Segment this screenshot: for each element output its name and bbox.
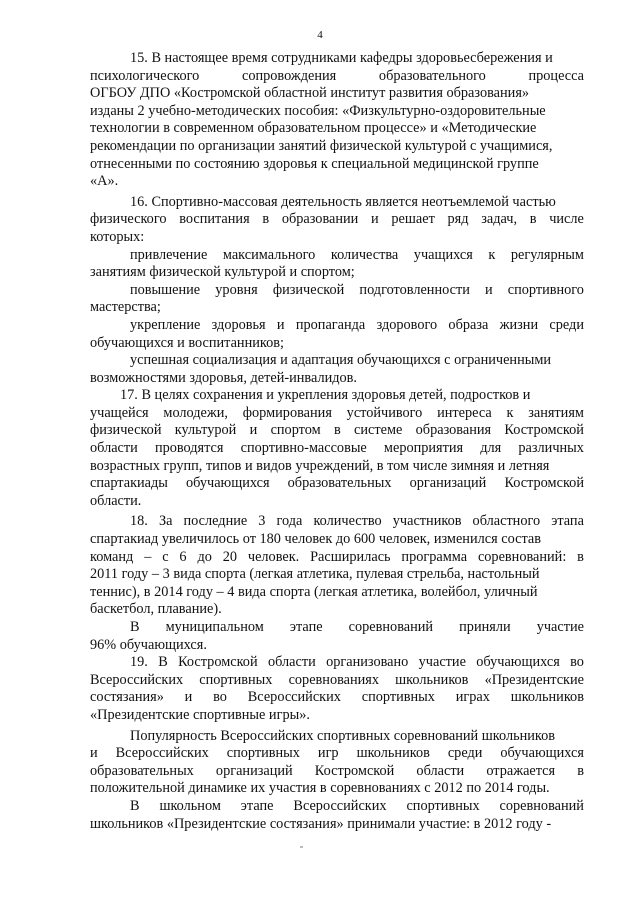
text-line: и Всероссийских спортивных игр школьников среди обучающихся (90, 745, 584, 762)
text-line: занятиям физической культурой и спортом; (90, 264, 355, 281)
text-line: области. (90, 492, 142, 509)
text-line: состязания» и во Всероссийских спортивных играх школьников (90, 689, 584, 706)
text-line: теннис), в 2014 году – 4 вида спорта (легкая атлетика, волейбол, уличный (90, 583, 538, 600)
text-line: 15. В настоящее время сотрудниками кафедры здоровьесбережения и (130, 50, 553, 66)
text-line: Всероссийских спортивных соревнованиях школьников «Президентские (90, 671, 584, 688)
text-line: учащейся молодежи, формирования устойчивого интереса к занятиям (90, 404, 584, 421)
text-line: области проводятся спортивно-массовые мероприятия для различных (90, 440, 584, 457)
text-line: 16. Спортивно-массовая деятельность является неотъемлемой частью (130, 193, 556, 210)
text-line: положительной динамике их участия в соревнованиях с 2012 по 2014 годы. (90, 780, 550, 797)
text-line: 18. За последние 3 года количество участников областного этапа (130, 513, 584, 530)
text-line: укрепление здоровья и пропаганда здорового образа жизни среди (130, 316, 584, 333)
text-line: физической культурой и спортом в системе образования Костромской (90, 422, 584, 439)
text-line: школьников «Президентские состязания» принимали участие: в 2012 году - (90, 815, 552, 832)
text-line: баскетбол, плавание). (90, 601, 222, 618)
text-line: «А». (90, 173, 119, 190)
text-line: технологии в современном образовательном процессе» и «Методические (90, 120, 537, 137)
page-number: 4 (317, 29, 323, 41)
text-line: обучающихся и воспитанников; (90, 334, 284, 351)
text-line: спартакиад увеличилось от 180 человек до 600 человек, изменился состав (90, 531, 541, 548)
text-line: ОГБОУ ДПО «Костромской областной институт развития образования» (90, 85, 530, 102)
text-line: привлечение максимального количества учащихся к регулярным (130, 246, 584, 263)
text-line: отнесенными по состоянию здоровья к специальной медицинской группе (90, 155, 539, 172)
text-line: спартакиады обучающихся образовательных организаций Костромской (90, 475, 584, 492)
scan-speck (300, 846, 303, 848)
text-line: изданы 2 учебно-методических пособия: «Физкультурно-оздоровительные (90, 102, 546, 119)
text-line: повышение уровня физической подготовленности и спортивного (130, 281, 584, 298)
text-line: «Президентские спортивные игры». (90, 706, 310, 723)
text-line: успешная социализация и адаптация обучающихся с ограниченными (130, 352, 552, 369)
text-line: В школьном этапе Всероссийских спортивных соревнований (130, 797, 584, 814)
text-line: 17. В целях сохранения и укрепления здоровья детей, подростков и (120, 387, 531, 404)
text-line: физического воспитания в образовании и решает ряд задач, в числе (90, 211, 584, 228)
text-line: 2011 году – 3 вида спорта (легкая атлетика, пулевая стрельба, настольный (90, 566, 540, 583)
text-line: В муниципальном этапе соревнований приняли участие (130, 619, 584, 635)
text-line: возможностями здоровья, детей-инвалидов. (90, 369, 357, 386)
text-line: образовательных организаций Костромской области отражается в (90, 762, 584, 779)
text-line: психологического сопровождения образовательного процесса (90, 67, 584, 84)
text-line: которых: (90, 228, 145, 245)
text-line: возрастных групп, типов и видов учреждений, в том числе зимняя и летняя (90, 457, 550, 474)
text-line: 96% обучающихся. (90, 636, 207, 653)
text-line: Популярность Всероссийских спортивных соревнований школьников (130, 727, 556, 744)
text-line: мастерства; (90, 299, 161, 316)
text-line: рекомендации по организации занятий физической культурой с учащимися, (90, 137, 553, 154)
text-line: 19. В Костромской области организовано участие обучающихся во (130, 654, 584, 671)
body-text (90, 50, 584, 833)
text-line: команд – с 6 до 20 человек. Расширилась программа соревнований: в (90, 548, 584, 565)
